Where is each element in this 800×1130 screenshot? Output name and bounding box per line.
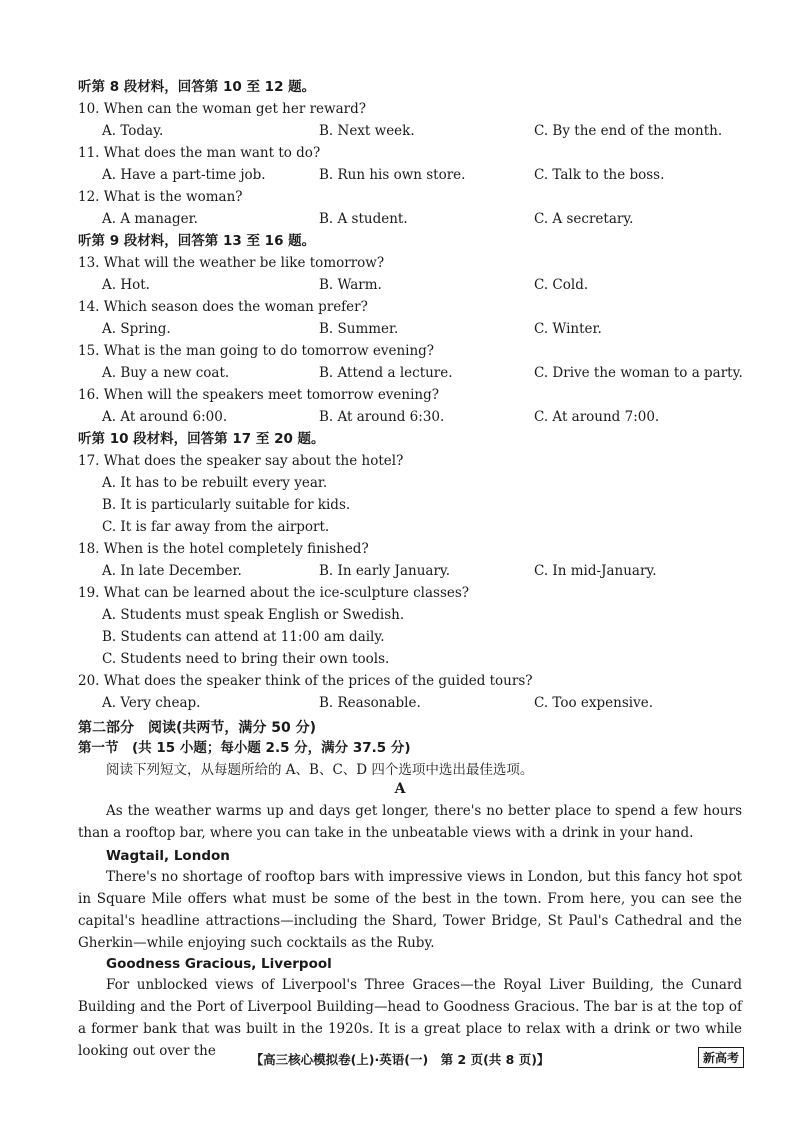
question-stem: 20. What does the speaker think of the prices of the guided tours? bbox=[78, 673, 533, 689]
answer-option: B. Warm. bbox=[319, 277, 382, 293]
answer-option: C. It is far away from the airport. bbox=[102, 519, 330, 535]
answer-option: A. Today. bbox=[102, 123, 164, 139]
wagtail-title: Wagtail, London bbox=[106, 848, 230, 864]
question-stem: 10. When can the woman get her reward? bbox=[78, 101, 366, 117]
answer-option: A. Very cheap. bbox=[102, 695, 201, 711]
question-stem: 12. What is the woman? bbox=[78, 189, 243, 205]
answer-option: B. At around 6:30. bbox=[319, 409, 445, 425]
listening-section-heading: 听第 9 段材料，回答第 13 至 16 题。 bbox=[78, 233, 316, 249]
reading-instruction: 阅读下列短文，从每题所给的 A、B、C、D 四个选项中选出最佳选项。 bbox=[106, 762, 534, 778]
goodness-text: For unblocked views of Liverpool's Three Graces—the Royal Liver Building, the Cunard Building and the Port of Liverpool Building—head to Goodness Gracious. The bar is at the top of a former bank that was built in the 1920s. It is a great place to relax with a drink or two while looking out over the bbox=[78, 977, 742, 1059]
answer-option: C. A secretary. bbox=[534, 211, 634, 227]
question-stem: 14. Which season does the woman prefer? bbox=[78, 299, 368, 315]
answer-option: A. Buy a new coat. bbox=[102, 365, 230, 381]
passage-intro: As the weather warms up and days get longer, there's no better place to spend a few hours than a rooftop bar, where you can take in the unbeatable views with a drink in your hand. bbox=[78, 803, 742, 841]
answer-option: A. A manager. bbox=[102, 211, 198, 227]
answer-option: C. Drive the woman to a party. bbox=[534, 365, 743, 381]
answer-option: A. Hot. bbox=[102, 277, 150, 293]
answer-option: B. A student. bbox=[319, 211, 408, 227]
question-stem: 19. What can be learned about the ice-sculpture classes? bbox=[78, 585, 470, 601]
question-stem: 11. What does the man want to do? bbox=[78, 145, 321, 161]
question-stem: 18. When is the hotel completely finished? bbox=[78, 541, 369, 557]
answer-option: C. In mid-January. bbox=[534, 563, 657, 579]
answer-option: A. At around 6:00. bbox=[102, 409, 228, 425]
answer-option: A. Have a part-time job. bbox=[102, 167, 266, 183]
answer-option: C. At around 7:00. bbox=[534, 409, 660, 425]
answer-option: B. Students can attend at 11:00 am daily. bbox=[102, 629, 385, 645]
exam-type-badge: 新高考 bbox=[698, 1047, 744, 1068]
answer-option: B. In early January. bbox=[319, 563, 451, 579]
goodness-title: Goodness Gracious, Liverpool bbox=[106, 956, 332, 972]
answer-option: B. It is particularly suitable for kids. bbox=[102, 497, 351, 513]
answer-option: B. Run his own store. bbox=[319, 167, 466, 183]
question-stem: 17. What does the speaker say about the hotel? bbox=[78, 453, 404, 469]
answer-option: C. Students need to bring their own tools. bbox=[102, 651, 390, 667]
question-stem: 13. What will the weather be like tomorrow? bbox=[78, 255, 385, 271]
answer-option: B. Attend a lecture. bbox=[319, 365, 453, 381]
listening-section-heading: 听第 8 段材料，回答第 10 至 12 题。 bbox=[78, 79, 316, 95]
answer-option: C. Talk to the boss. bbox=[534, 167, 665, 183]
section-title: 第一节 (共 15 小题；每小题 2.5 分，满分 37.5 分) bbox=[78, 740, 411, 756]
answer-option: C. Too expensive. bbox=[534, 695, 654, 711]
passage-label: A bbox=[394, 781, 406, 797]
answer-option: C. Winter. bbox=[534, 321, 602, 337]
answer-option: A. Students must speak English or Swedish. bbox=[102, 607, 405, 623]
answer-option: B. Next week. bbox=[319, 123, 415, 139]
answer-option: A. In late December. bbox=[102, 563, 242, 579]
question-stem: 15. What is the man going to do tomorrow evening? bbox=[78, 343, 435, 359]
answer-option: B. Reasonable. bbox=[319, 695, 421, 711]
answer-option: A. Spring. bbox=[102, 321, 171, 337]
listening-section-heading: 听第 10 段材料，回答第 17 至 20 题。 bbox=[78, 431, 325, 447]
page-footer: 【高三核心模拟卷(上)·英语(一) 第 2 页(共 8 页)】 bbox=[250, 1052, 550, 1067]
answer-option: B. Summer. bbox=[319, 321, 399, 337]
answer-option: A. It has to be rebuilt every year. bbox=[102, 475, 328, 491]
answer-option: C. By the end of the month. bbox=[534, 123, 723, 139]
wagtail-text: There's no shortage of rooftop bars with impressive views in London, but this fancy hot spot in Square Mile offers what must be some of the best in the town. From here, you can see the capital's headline attractions—including the Shard, Tower Bridge, St Paul's Cathedral and the Gherkin—while enjoying such cocktails as the Ruby. bbox=[78, 869, 742, 951]
part-title: 第二部分 阅读(共两节，满分 50 分) bbox=[78, 720, 317, 736]
answer-option: C. Cold. bbox=[534, 277, 589, 293]
question-stem: 16. When will the speakers meet tomorrow evening? bbox=[78, 387, 440, 403]
